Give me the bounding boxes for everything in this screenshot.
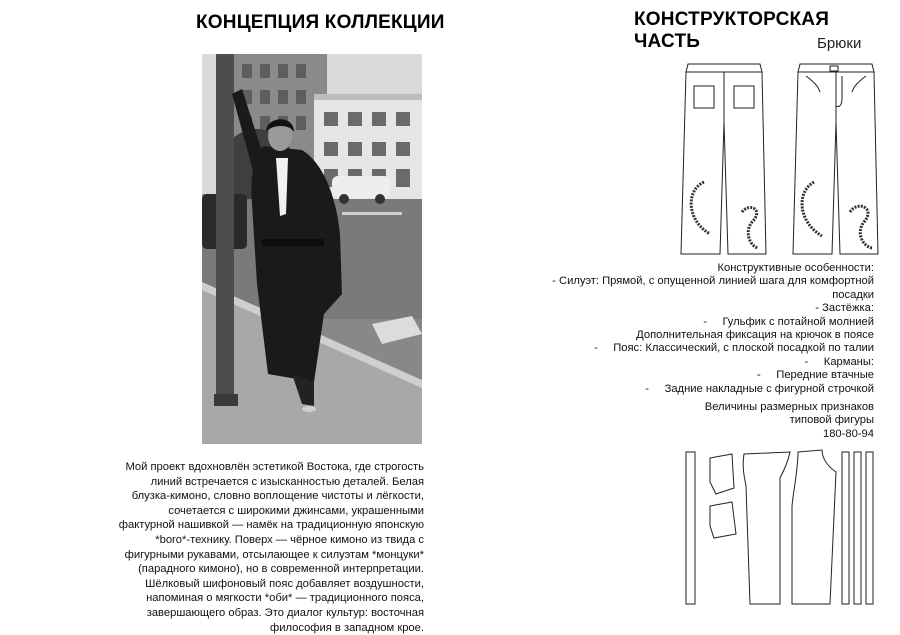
features-line: посадки: [832, 288, 874, 301]
construction-title: КОНСТРУКТОРСКАЯ ЧАСТЬ: [634, 9, 830, 52]
features-line: - Передние втачные: [757, 369, 874, 382]
construction-features: [474, 262, 874, 396]
size-parameters: [705, 401, 874, 441]
garment-subtitle: Брюки: [817, 35, 862, 52]
sizes-line: Величины размерных признаков: [704, 401, 874, 413]
features-line: - Задние накладные с фигурной строчкой: [645, 382, 874, 395]
features-line: - Карманы:: [804, 355, 874, 368]
sizes-line: 180-80-94: [822, 427, 874, 440]
trousers-back-sketch: [792, 62, 880, 258]
sizes-line: типовой фигуры: [789, 414, 874, 427]
concept-title: КОНЦЕПЦИЯ КОЛЛЕКЦИИ: [196, 12, 445, 33]
pattern-pieces-drawing: [680, 446, 880, 610]
features-line: Дополнительная фиксация на крючок в поясе: [636, 329, 874, 342]
features-line: Конструктивные особенности:: [717, 262, 874, 274]
features-line: - Силуэт: Прямой, с опущенной линией шага для комфортной: [552, 275, 874, 288]
features-line: - Пояс: Классический, с плоской посадкой по талии: [593, 342, 874, 355]
collection-photo: [202, 54, 422, 444]
trousers-front-sketch: [680, 62, 768, 258]
features-line: - Застёжка:: [815, 302, 874, 315]
features-line: - Гульфик с потайной молнией: [703, 315, 874, 328]
concept-description: Мой проект вдохновлён эстетикой Востока, где строгость линий встречается с изысканностью деталей. Белая блузка-кимоно, словно воплощение чистоты и лёгкости, сочетается с широкими джинсами, украшенными фактурной нашивкой — намёк на традиционную японскую *boro*-технику. Поверх — чёрное кимоно из твида с фигурными рукавами, отсылающее к силуэтам *монцуки* (парадного кимоно), но в современной интерпретации. Шёлковый шифоновый пояс добавляет воздушности, напоминая о мягкости *оби* — традиционного пояса, завершающего образ. Это диалог культур: восточная философия в западном крое.: [118, 461, 424, 634]
